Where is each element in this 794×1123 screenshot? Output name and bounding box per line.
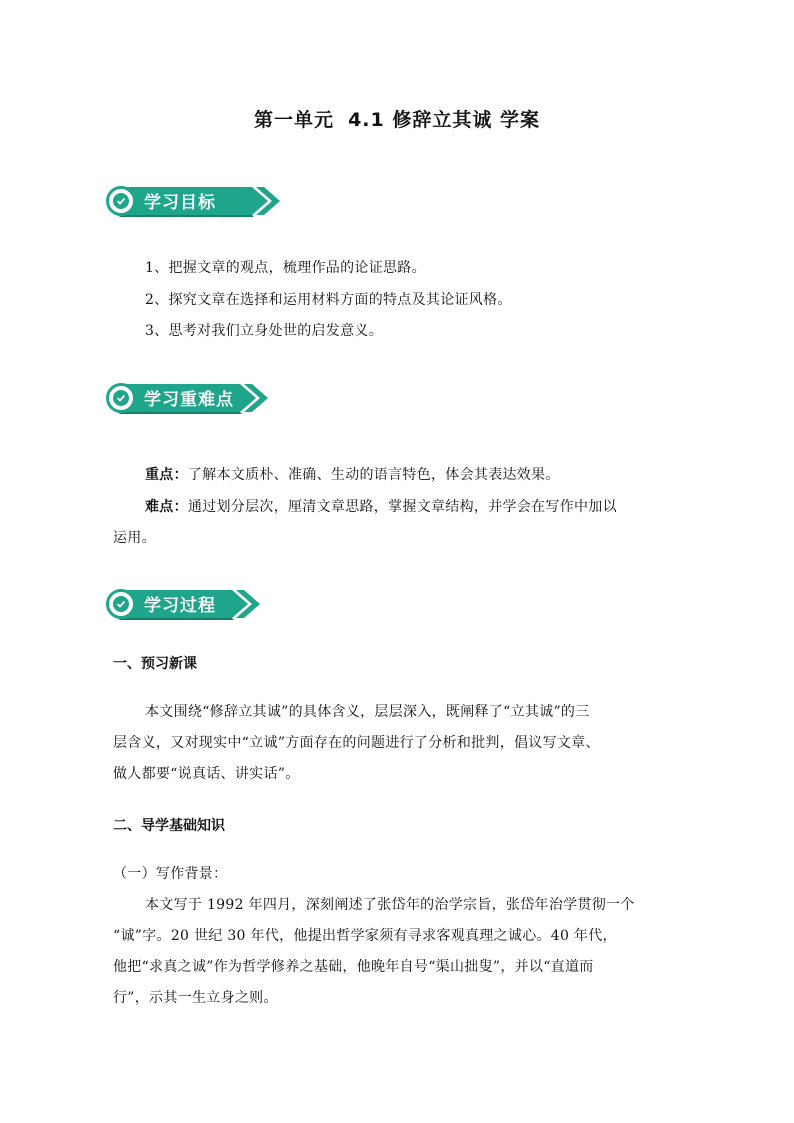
- section-banner-key-points: [104, 380, 274, 416]
- focus-line: [145, 465, 560, 485]
- difficulty-line-cont: 运用。: [113, 530, 156, 546]
- difficulty-label: 难点：: [145, 499, 188, 515]
- sub1-line-1: 本文写于 1992 年四月，深刻阐述了张岱年的治学宗旨，张岱年治学贯彻一个: [145, 897, 635, 913]
- check-badge-icon: [106, 186, 136, 216]
- part1-heading: 一、预习新课: [113, 656, 197, 672]
- section-banner-process: [104, 586, 274, 622]
- difficulty-line: [145, 497, 617, 517]
- part1-line-1: 本文围绕“修辞立其诚”的具体含义，层层深入，既阐释了“立其诚”的三: [145, 704, 590, 720]
- section-banner-goals: [104, 183, 284, 219]
- goal-item-3: 3、思考对我们立身处世的启发意义。: [145, 323, 384, 339]
- focus-text: 了解本文质朴、准确、生动的语言特色，体会其表达效果。: [187, 467, 560, 483]
- section-label-goals: 学习目标: [144, 193, 216, 213]
- focus-label: 重点：: [145, 467, 188, 483]
- goal-item-2: 2、探究文章在选择和运用材料方面的特点及其论证风格。: [145, 292, 512, 308]
- title-unit: 第一单元: [254, 109, 335, 131]
- document-title: [0, 105, 794, 132]
- title-lesson: 4.1 修辞立其诚 学案: [348, 109, 540, 131]
- section-label-key-points: 学习重难点: [144, 390, 234, 410]
- goal-item-1: 1、把握文章的观点，梳理作品的论证思路。: [145, 260, 426, 276]
- section-label-process: 学习过程: [144, 596, 216, 616]
- sub1-line-3: 他把“求真之诚”作为哲学修养之基础，他晚年自号“渠山拙叟”，并以“直道而: [113, 959, 594, 975]
- check-badge-icon: [106, 589, 136, 619]
- difficulty-text: 通过划分层次，厘清文章思路，掌握文章结构，并学会在写作中加以: [187, 499, 617, 515]
- sub1-line-2: “诚”字。20 世纪 30 年代，他提出哲学家须有寻求客观真理之诚心。40 年代，: [113, 928, 617, 944]
- sub1-heading: （一）写作背景：: [113, 866, 228, 882]
- part1-line-3: 做人都要“说真话、讲实话”。: [113, 766, 300, 782]
- part2-heading: 二、导学基础知识: [113, 818, 225, 834]
- sub1-line-4: 行”，示其一生立身之则。: [113, 990, 278, 1006]
- part1-line-2: 层含义，又对现实中“立诚”方面存在的问题进行了分析和批判，倡议写文章、: [113, 735, 600, 751]
- check-badge-icon: [106, 383, 136, 413]
